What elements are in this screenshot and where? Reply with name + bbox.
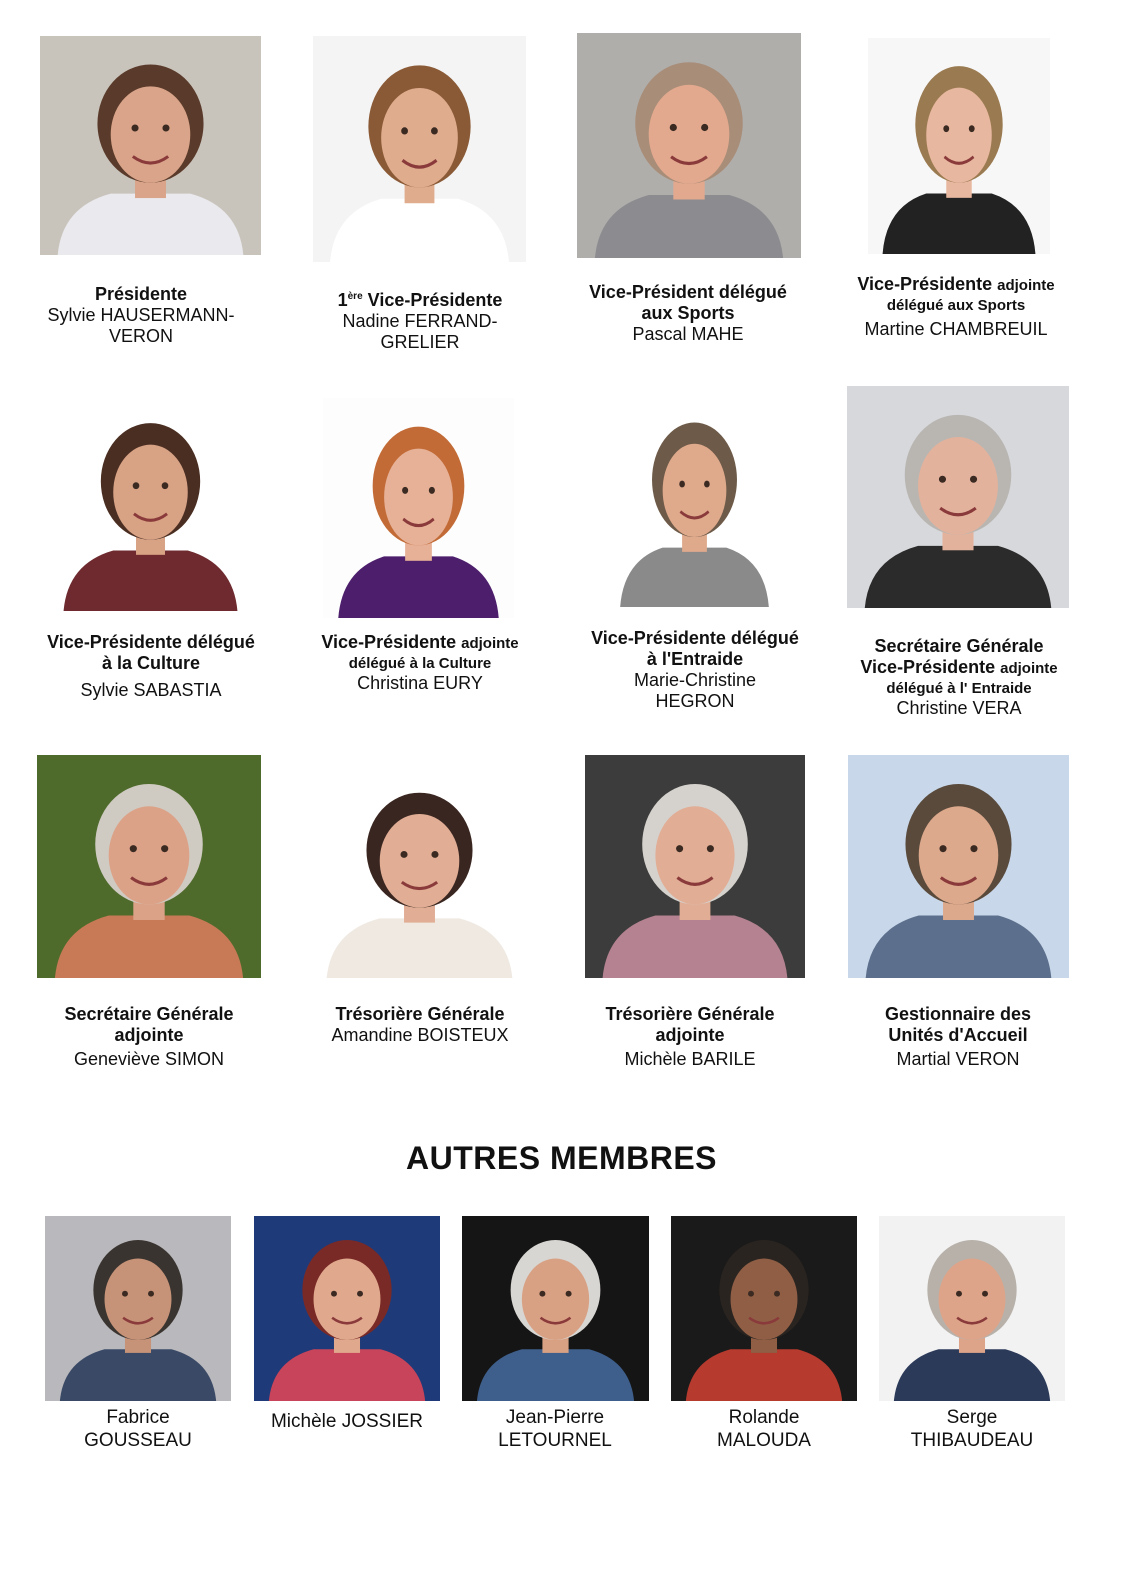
- first-name: Rolande: [728, 1407, 800, 1428]
- eye: [982, 1291, 988, 1297]
- caption: [15, 284, 267, 347]
- face: [919, 806, 999, 904]
- eye: [679, 481, 685, 488]
- last-name: MALOUDA: [717, 1430, 811, 1451]
- eye: [970, 476, 977, 483]
- caption: [572, 282, 804, 345]
- face: [384, 449, 453, 546]
- role-label: Secrétaire Générale adjointe: [64, 1004, 234, 1045]
- eye: [701, 124, 708, 131]
- portrait-photo: [671, 1216, 857, 1401]
- eye: [566, 1291, 572, 1297]
- caption: [295, 632, 545, 694]
- member-caption: [872, 1406, 1072, 1452]
- eye: [130, 845, 137, 852]
- last-name: LETOURNEL: [498, 1430, 612, 1451]
- role-label: Vice-Présidente adjointe: [857, 274, 1055, 294]
- role-label: Vice-Président délégué aux Sports: [589, 282, 787, 323]
- person-name: Christine VERA: [896, 698, 1022, 718]
- caption: [295, 286, 545, 353]
- person-name: Geneviève SIMON: [73, 1049, 225, 1069]
- eye: [161, 845, 168, 852]
- role-label: Présidente: [94, 284, 188, 304]
- member-caption: [666, 1406, 862, 1452]
- eye: [331, 1291, 337, 1297]
- face: [113, 445, 188, 540]
- face: [380, 814, 460, 908]
- person-name: Martine CHAMBREUIL: [864, 319, 1048, 339]
- eye: [431, 127, 438, 134]
- portrait-photo: [848, 755, 1069, 978]
- portrait-photo: [323, 398, 514, 618]
- eye: [162, 482, 169, 489]
- role-label: Secrétaire Générale: [874, 636, 1044, 656]
- eye: [400, 851, 407, 858]
- portrait-photo: [254, 1216, 440, 1401]
- portrait-photo: [37, 755, 261, 978]
- face: [918, 437, 998, 535]
- role-label: Vice-Présidente adjointe: [860, 657, 1058, 677]
- caption: [40, 1004, 258, 1070]
- eye: [670, 124, 677, 131]
- person-name: Michèle JOSSIER: [270, 1411, 424, 1432]
- role-label: Vice-Présidente adjointe: [321, 632, 519, 652]
- first-name: Fabrice: [106, 1407, 170, 1428]
- role-label: Vice-Présidente délégué à la Culture: [47, 632, 255, 673]
- portrait-photo: [462, 1216, 649, 1401]
- person-name: Michèle BARILE: [624, 1049, 756, 1069]
- face: [314, 1259, 381, 1340]
- member-caption: [456, 1406, 654, 1452]
- first-name: Jean-Pierre: [505, 1407, 605, 1428]
- eye: [133, 482, 140, 489]
- eye: [539, 1291, 545, 1297]
- role-detail: délégué aux Sports: [886, 297, 1026, 314]
- eye: [162, 124, 169, 131]
- section-title: AUTRES MEMBRES: [405, 1140, 717, 1176]
- eye: [122, 1291, 128, 1297]
- caption: [830, 636, 1088, 719]
- eye: [676, 845, 683, 852]
- face: [109, 806, 190, 904]
- face: [381, 88, 458, 187]
- face: [939, 1259, 1006, 1340]
- role-label: Trésorière Générale: [335, 1004, 505, 1024]
- face: [522, 1259, 589, 1340]
- role-label: Trésorière Générale adjointe: [605, 1004, 775, 1045]
- face: [926, 88, 992, 183]
- face: [731, 1259, 798, 1340]
- portrait-photo: [577, 33, 801, 258]
- role-detail: délégué à l' Entraide: [886, 680, 1032, 697]
- eye: [956, 1291, 962, 1297]
- eye: [969, 125, 975, 132]
- portrait-photo: [868, 38, 1050, 254]
- portrait-photo: [879, 1216, 1065, 1401]
- caption: [590, 628, 800, 712]
- portrait-photo: [847, 386, 1069, 608]
- person-name: Martial VERON: [896, 1049, 1020, 1069]
- portrait-photo: [585, 755, 805, 978]
- caption: [830, 274, 1082, 340]
- eye: [748, 1291, 754, 1297]
- face: [663, 444, 727, 537]
- caption: [300, 1004, 540, 1046]
- eye: [704, 481, 710, 488]
- eye: [401, 127, 408, 134]
- eye: [939, 476, 946, 483]
- person-name: Sylvie SABASTIA: [80, 680, 222, 700]
- eye: [970, 845, 977, 852]
- person-name: Marie-Christine HEGRON: [633, 670, 757, 711]
- eye: [707, 845, 714, 852]
- eye: [431, 851, 438, 858]
- portrait-photo: [47, 395, 254, 611]
- person-name: Pascal MAHE: [632, 324, 744, 344]
- eye: [357, 1291, 363, 1297]
- caption: [40, 632, 262, 701]
- caption: [858, 1004, 1058, 1070]
- face: [649, 85, 730, 184]
- portrait-photo: [45, 1216, 231, 1401]
- person-name: Christina EURY: [357, 673, 483, 693]
- portrait-photo: [309, 765, 530, 978]
- role-detail: délégué à la Culture: [348, 655, 492, 672]
- member-caption: [40, 1406, 236, 1452]
- last-name: THIBAUDEAU: [910, 1430, 1034, 1451]
- first-name: Serge: [946, 1407, 998, 1428]
- eye: [131, 124, 138, 131]
- face: [105, 1259, 172, 1340]
- eye: [148, 1291, 154, 1297]
- eye: [402, 487, 408, 494]
- person-name: Sylvie HAUSERMANN-VERON: [47, 305, 235, 346]
- portrait-photo: [313, 36, 526, 262]
- portrait-photo: [606, 395, 783, 607]
- member-caption: [244, 1410, 450, 1433]
- role-label: Gestionnaire des Unités d'Accueil: [884, 1004, 1032, 1045]
- face: [111, 86, 191, 182]
- eye: [943, 125, 949, 132]
- eye: [774, 1291, 780, 1297]
- role-label: 1ère Vice-Présidente: [337, 290, 503, 310]
- person-name: Amandine BOISTEUX: [331, 1025, 509, 1045]
- portrait-photo: [40, 36, 261, 255]
- caption: [590, 1004, 790, 1070]
- role-label: Vice-Présidente délégué à l'Entraide: [591, 628, 799, 669]
- person-name: Nadine FERRAND-GRELIER: [342, 311, 498, 352]
- eye: [939, 845, 946, 852]
- face: [655, 806, 734, 904]
- eye: [429, 487, 435, 494]
- last-name: GOUSSEAU: [84, 1430, 192, 1451]
